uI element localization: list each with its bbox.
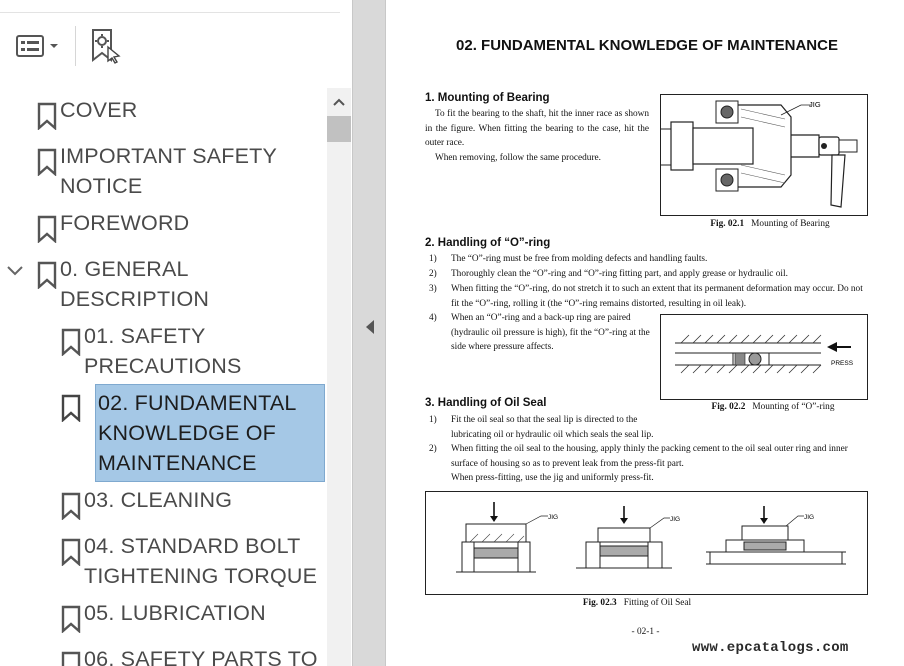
bookmark-label: 03. CLEANING xyxy=(84,488,233,512)
bookmark-label: 05. LUBRICATION xyxy=(84,601,266,625)
bookmark-icon xyxy=(36,215,58,243)
item-number: 2) xyxy=(429,444,437,454)
figure-caption xyxy=(537,598,737,608)
page-title: 02. FUNDAMENTAL KNOWLEDGE OF MAINTENANCE xyxy=(456,37,838,54)
press-label: PRESS xyxy=(831,360,854,367)
bookmark-cleaning[interactable] xyxy=(60,482,312,520)
figure-caption-text: Fitting of Oil Seal xyxy=(623,598,692,608)
section-heading: 3. Handling of Oil Seal xyxy=(425,397,547,409)
chevron-down-icon[interactable] xyxy=(6,264,24,278)
bookmark-foreword[interactable] xyxy=(36,205,318,243)
oil-seal-diagram xyxy=(426,492,867,594)
bookmark-cover[interactable] xyxy=(36,92,318,130)
item-number: 4) xyxy=(429,313,437,323)
bookmark-scrollbar[interactable] xyxy=(327,88,351,666)
bookmarks-toolbar xyxy=(0,0,352,80)
item-number: 1) xyxy=(429,415,437,425)
bookmark-label: 06. SAFETY PARTS TO xyxy=(84,647,318,666)
jig-label: JIG xyxy=(804,514,815,521)
bookmark-icon xyxy=(60,605,82,633)
item-text: When fitting the “O”-ring, do not stretch it to such an extent that its permanent deformation may occur. Do not fit the “O”-ring, rolling it (the “O”-ring remains distorted, resulting in oil leak). xyxy=(451,284,863,309)
bookmark-fundamental-knowledge[interactable] xyxy=(60,384,325,482)
bookmark-label: COVER xyxy=(60,98,138,122)
bookmark-important-safety-notice[interactable] xyxy=(36,138,298,204)
list-item xyxy=(429,442,869,471)
figure-bearing xyxy=(660,94,868,216)
o-ring-diagram xyxy=(661,315,867,399)
section-heading: 2. Handling of “O”-ring xyxy=(425,237,551,249)
collapse-panel-button[interactable] xyxy=(363,316,377,338)
jig-label: JIG xyxy=(809,100,821,109)
item-text: When an “O”-ring and a back-up ring are paired (hydraulic oil pressure is high), fit the “O”-ring at the side where pressure affects. xyxy=(451,313,650,353)
triangle-left-icon xyxy=(365,319,375,335)
bookmark-safety-parts[interactable] xyxy=(60,641,322,666)
list-item xyxy=(429,282,869,311)
figure-caption xyxy=(683,402,863,412)
item-text: Fit the oil seal so that the seal lip is directed to the lubricating oil or hydraulic oil which seals the seal lip. xyxy=(451,415,654,440)
bookmark-icon xyxy=(36,148,58,176)
item-text: Thoroughly clean the “O”-ring and “O”-ring fitting part, and apply grease or hydraulic oil. xyxy=(451,269,788,279)
item-number: 2) xyxy=(429,269,437,279)
item-text: When fitting the oil seal to the housing, apply thinly the packing cement to the oil seal outer ring and inner surface of housing so as to prevent leak from the press-fit part. xyxy=(451,444,848,469)
document-page xyxy=(387,0,904,666)
bookmark-label: FOREWORD xyxy=(60,211,190,235)
bookmark-icon xyxy=(60,328,82,356)
paragraph: When removing, follow the same procedure. xyxy=(435,153,601,163)
item-text: The “O”-ring must be free from molding defects and handling faults. xyxy=(451,254,708,264)
item-number: 3) xyxy=(429,284,437,294)
figure-number: Fig. 02.3 xyxy=(582,598,617,608)
paragraph: To fit the bearing to the shaft, hit the inner race as shown in the figure. When fitting the bearing to the case, hit the outer race. xyxy=(425,109,649,149)
bookmark-standard-bolt-torque[interactable] xyxy=(60,528,322,594)
bookmarks-panel xyxy=(0,0,352,666)
bookmark-lubrication[interactable] xyxy=(60,595,322,633)
bookmark-label: 02. FUNDAMENTAL KNOWLEDGE OF MAINTENANCE xyxy=(95,384,325,482)
bookmark-safety-precautions[interactable] xyxy=(60,318,262,384)
figure-number: Fig. 02.1 xyxy=(710,219,745,229)
toolbar-separator xyxy=(75,26,76,66)
paragraph: When press-fitting, use the jig and uniformly press-fit. xyxy=(451,473,654,483)
bookmark-icon xyxy=(36,102,58,130)
bookmark-label: 04. STANDARD BOLT TIGHTENING TORQUE xyxy=(84,534,318,588)
bookmark-icon xyxy=(36,261,58,289)
bookmark-label: IMPORTANT SAFETY NOTICE xyxy=(60,144,277,198)
bookmark-general-description[interactable] xyxy=(36,251,258,317)
bookmark-tree xyxy=(0,86,326,666)
list-item xyxy=(429,311,651,355)
bookmark-options-button[interactable] xyxy=(8,26,66,66)
jig-label: JIG xyxy=(670,516,681,523)
figure-caption-text: Mounting of Bearing xyxy=(751,219,830,229)
list-options-icon xyxy=(13,33,61,59)
item-number: 1) xyxy=(429,254,437,264)
list-item xyxy=(429,413,657,442)
list-item xyxy=(429,252,869,267)
bearing-diagram xyxy=(661,95,867,215)
figure-number: Fig. 02.2 xyxy=(711,402,746,412)
list-item xyxy=(429,267,869,282)
bookmark-label: 0. GENERAL DESCRIPTION xyxy=(60,257,210,311)
watermark: www.epcatalogs.com xyxy=(692,640,849,656)
scroll-thumb[interactable] xyxy=(327,116,351,142)
bookmark-icon xyxy=(60,394,82,422)
find-bookmark-icon xyxy=(89,28,123,64)
scroll-up-button[interactable] xyxy=(327,92,351,112)
find-bookmark-button[interactable] xyxy=(86,26,126,66)
bookmark-icon xyxy=(60,492,82,520)
section-heading: 1. Mounting of Bearing xyxy=(425,92,550,104)
bookmark-icon xyxy=(60,651,82,666)
panel-splitter[interactable] xyxy=(352,0,386,666)
bookmark-icon xyxy=(60,538,82,566)
jig-label: JIG xyxy=(548,514,559,521)
chevron-up-icon xyxy=(332,97,346,107)
figure-oil-seal xyxy=(425,491,868,595)
figure-o-ring xyxy=(660,314,868,400)
bookmark-label: 01. SAFETY PRECAUTIONS xyxy=(84,324,242,378)
figure-caption-text: Mounting of “O”-ring xyxy=(752,402,835,412)
figure-caption xyxy=(670,219,870,229)
page-number: - 02-1 - xyxy=(631,627,660,637)
